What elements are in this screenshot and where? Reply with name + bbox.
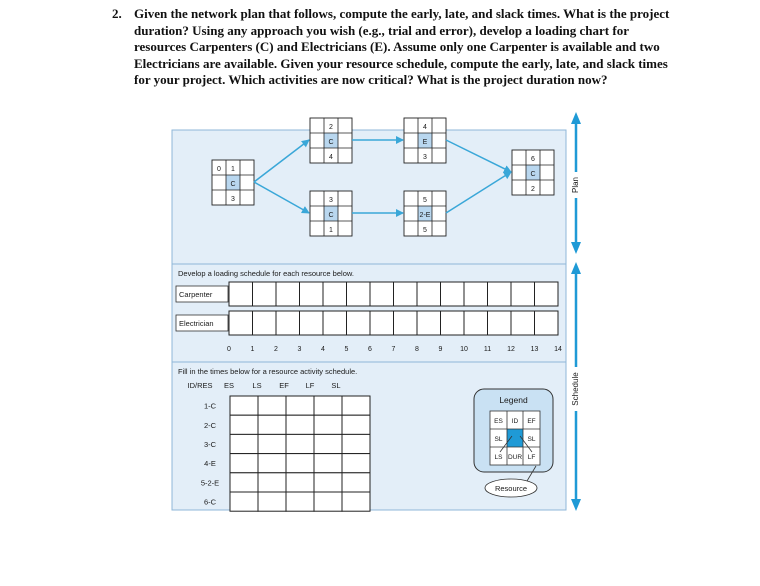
- node-resource: C: [230, 181, 236, 188]
- question-number: 2.: [112, 6, 122, 21]
- legend-resource: Resource: [494, 484, 528, 493]
- schedule-cell[interactable]: [342, 396, 370, 415]
- node-id: 6: [531, 156, 535, 163]
- network-node-2: [310, 118, 352, 163]
- node-resource: C: [530, 171, 536, 178]
- node-id: 5: [423, 197, 427, 204]
- loading-cell[interactable]: [229, 311, 253, 335]
- loading-cell[interactable]: [229, 282, 253, 306]
- node-duration: 2: [531, 186, 535, 193]
- schedule-cell[interactable]: [286, 415, 314, 434]
- loading-cell[interactable]: [300, 311, 324, 335]
- plan-bracket-bottom-arrow: [571, 242, 581, 254]
- node-duration: 3: [423, 154, 427, 161]
- legend-es: ES: [494, 418, 503, 425]
- loading-tick: 12: [507, 346, 515, 353]
- schedule-cell[interactable]: [286, 396, 314, 415]
- node-duration: 4: [329, 154, 333, 161]
- node-resource: 2-E: [419, 212, 431, 219]
- node-start-es: 0: [217, 166, 221, 173]
- schedule-cell[interactable]: [342, 415, 370, 434]
- loading-cell[interactable]: [488, 282, 512, 306]
- legend-lf: LF: [527, 454, 536, 461]
- node-resource: C: [328, 139, 334, 146]
- legend-center: [507, 429, 523, 447]
- loading-cell[interactable]: [511, 311, 535, 335]
- loading-tick: 2: [274, 346, 278, 353]
- loading-tick: 9: [438, 346, 443, 353]
- loading-cell[interactable]: [394, 311, 418, 335]
- loading-tick: 3: [297, 346, 302, 353]
- schedule-row-label: 3-C: [203, 440, 217, 449]
- loading-cell[interactable]: [300, 282, 324, 306]
- loading-cell[interactable]: [323, 282, 347, 306]
- loading-tick: 8: [415, 346, 419, 353]
- schedule-header: LS: [252, 381, 262, 390]
- node-id: 3: [329, 197, 333, 204]
- loading-tick: 4: [321, 346, 325, 353]
- legend-ef: EF: [527, 418, 536, 425]
- schedule-header: ES: [223, 381, 235, 390]
- legend-sl-right: SL: [527, 436, 536, 443]
- node-id: 2: [329, 124, 333, 131]
- network-node-4: [404, 118, 446, 163]
- schedule-cell[interactable]: [230, 492, 258, 511]
- schedule-cell[interactable]: [286, 454, 314, 473]
- schedule-cell[interactable]: [314, 492, 342, 511]
- schedule-cell[interactable]: [258, 492, 286, 511]
- legend-id: ID: [511, 418, 519, 425]
- loading-tick: 6: [368, 346, 372, 353]
- loading-cell[interactable]: [464, 282, 488, 306]
- loading-cell[interactable]: [464, 311, 488, 335]
- node-duration: 3: [231, 196, 235, 203]
- loading-row-label-electrician: Electrician: [179, 319, 214, 328]
- network-node-5: [404, 191, 446, 236]
- loading-cell[interactable]: [276, 282, 300, 306]
- schedule-cell[interactable]: [314, 473, 342, 492]
- schedule-cell[interactable]: [314, 396, 342, 415]
- schedule-cell[interactable]: [258, 454, 286, 473]
- question-text: Given the network plan that follows, compute the early, late, and slack times. What is the project duration? Using any approach you wish (e.g., trial and error), develop a loading chart for resources Carpenters (C) and Electricians (E). Assume only one Carpenter is available and two Electricians are available. Given your resource schedule, compute the early, late, and slack times for your project. Which activities are now critical? What is the project duration now?: [134, 6, 670, 87]
- schedule-cell[interactable]: [342, 454, 370, 473]
- plan-label: Plan: [571, 176, 580, 194]
- loading-tick: 7: [391, 346, 396, 353]
- loading-cell[interactable]: [535, 311, 559, 335]
- loading-cell[interactable]: [347, 282, 371, 306]
- schedule-cell[interactable]: [230, 396, 258, 415]
- loading-tick: 14: [554, 346, 562, 353]
- loading-cell[interactable]: [441, 311, 465, 335]
- schedule-header: ID/RES: [187, 381, 213, 390]
- loading-tick: 11: [483, 346, 492, 353]
- node-duration: 5: [423, 227, 427, 234]
- schedule-row-label: 4-E: [204, 459, 216, 469]
- loading-cell[interactable]: [417, 311, 441, 335]
- schedule-cell[interactable]: [342, 434, 370, 453]
- schedule-cell[interactable]: [286, 492, 314, 511]
- loading-cell[interactable]: [323, 311, 347, 335]
- legend-title: Legend: [499, 395, 528, 405]
- node-resource: E: [422, 139, 428, 146]
- schedule-cell[interactable]: [314, 454, 342, 473]
- schedule-row-label: 5-2-E: [200, 478, 220, 488]
- schedule-cell[interactable]: [258, 434, 286, 453]
- schedule-label: Schedule: [571, 372, 580, 406]
- schedule-row-label: 1-C: [203, 401, 217, 411]
- network-node-1: [212, 160, 254, 205]
- loading-cell[interactable]: [394, 282, 418, 306]
- schedule-instruction: Fill in the times below for a resource activity schedule.: [178, 367, 358, 376]
- loading-cell[interactable]: [347, 311, 371, 335]
- schedule-cell[interactable]: [342, 492, 370, 511]
- loading-cell[interactable]: [253, 282, 277, 306]
- schedule-row-label: 6-C: [203, 497, 217, 507]
- schedule-cell[interactable]: [342, 473, 370, 492]
- schedule-cell[interactable]: [230, 434, 258, 453]
- schedule-bracket-top-arrow: [571, 262, 581, 274]
- loading-tick: 10: [460, 346, 468, 353]
- loading-cell[interactable]: [441, 282, 465, 306]
- schedule-cell[interactable]: [286, 473, 314, 492]
- node-duration: 1: [329, 227, 333, 234]
- loading-cell[interactable]: [253, 311, 277, 335]
- loading-cell[interactable]: [488, 311, 512, 335]
- loading-cell[interactable]: [417, 282, 441, 306]
- legend-dur: DUR: [507, 454, 523, 461]
- schedule-cell[interactable]: [286, 434, 314, 453]
- side-brackets: [568, 112, 584, 511]
- loading-cell[interactable]: [276, 311, 300, 335]
- schedule-cell[interactable]: [230, 454, 258, 473]
- plan-bracket-top-arrow: [571, 112, 581, 124]
- node-resource: C: [328, 212, 334, 219]
- node-id: 1: [231, 166, 235, 173]
- schedule-cell[interactable]: [314, 434, 342, 453]
- loading-tick: 5: [344, 346, 349, 353]
- loading-tick: 1: [250, 346, 255, 353]
- schedule-cell[interactable]: [258, 415, 286, 434]
- network-node-6: [512, 150, 554, 195]
- network-node-3: [310, 191, 352, 236]
- schedule-header: LF: [305, 381, 315, 390]
- loading-cell[interactable]: [370, 282, 394, 306]
- schedule-cell[interactable]: [230, 415, 258, 434]
- schedule-row-label: 2-C: [203, 420, 217, 430]
- schedule-header: SL: [331, 381, 341, 390]
- schedule-cell[interactable]: [258, 396, 286, 415]
- loading-cell[interactable]: [370, 311, 394, 335]
- legend-sl-left: SL: [494, 436, 503, 443]
- loading-instruction: Develop a loading schedule for each resource below.: [178, 269, 354, 278]
- schedule-bracket-bottom-arrow: [571, 499, 581, 511]
- loading-tick: 0: [227, 346, 231, 353]
- legend-ls: LS: [494, 454, 503, 461]
- loading-cell[interactable]: [511, 282, 535, 306]
- schedule-header: EF: [279, 381, 289, 390]
- schedule-cell[interactable]: [230, 473, 258, 492]
- schedule-cell[interactable]: [258, 473, 286, 492]
- schedule-cell[interactable]: [314, 415, 342, 434]
- loading-row-label-carpenter: Carpenter: [179, 290, 213, 299]
- loading-cell[interactable]: [535, 282, 559, 306]
- loading-tick: 13: [530, 346, 539, 353]
- node-id: 4: [423, 124, 427, 131]
